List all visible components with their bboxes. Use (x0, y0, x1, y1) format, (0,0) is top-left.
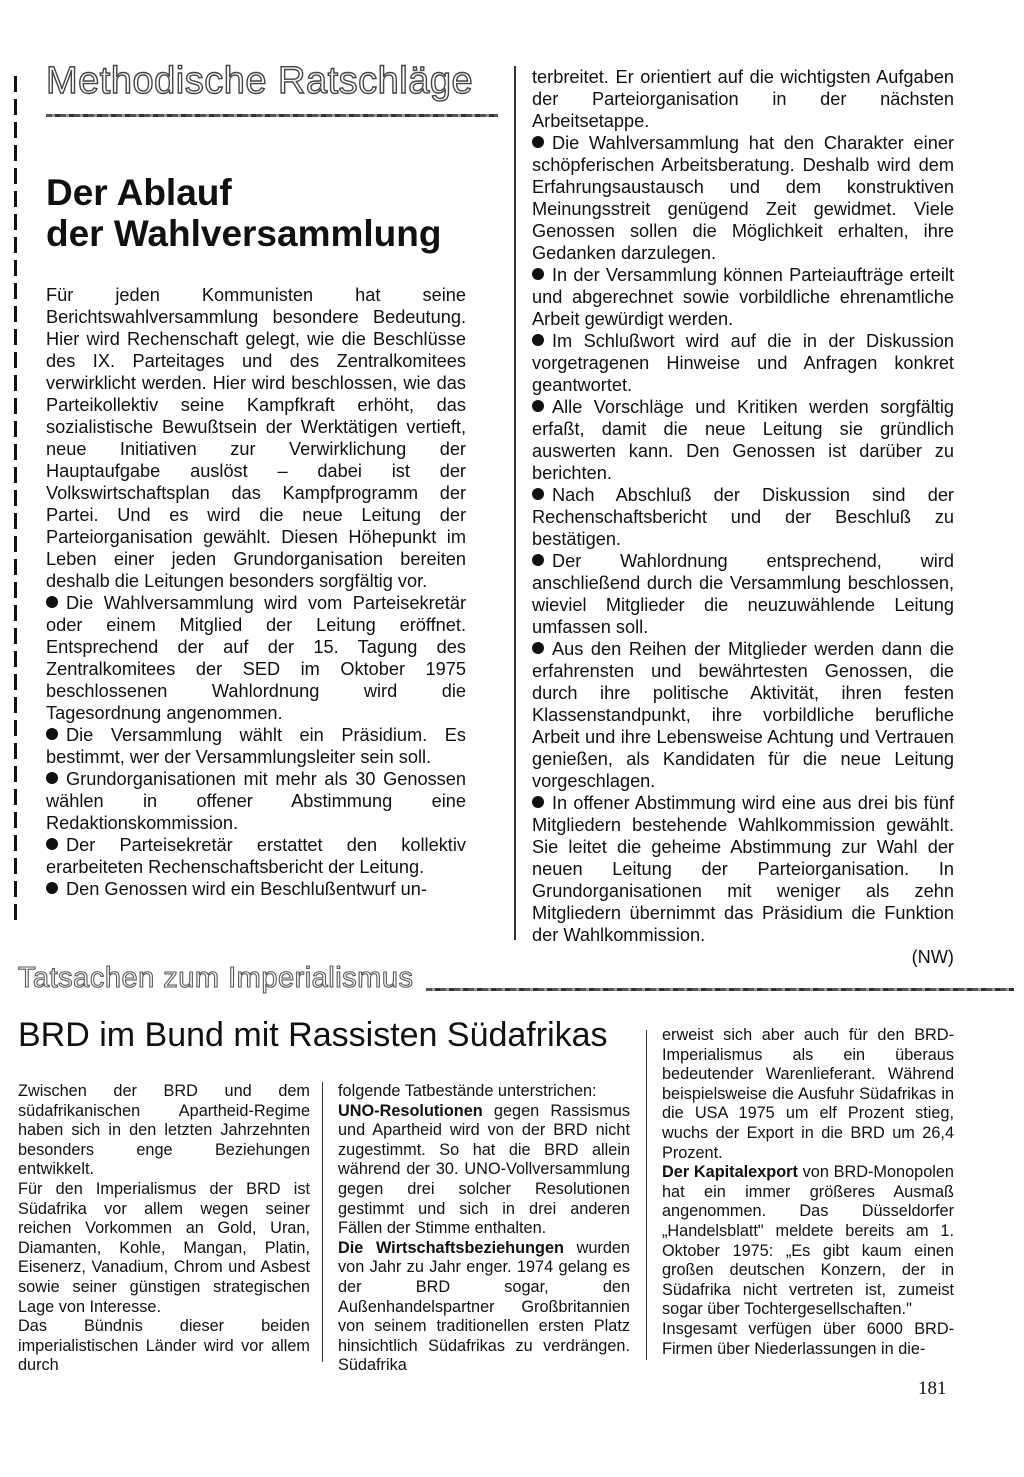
list-item: Grundorganisationen mit mehr als 30 Genossen wählen in offener Abstimmung eine Redaktionskommission. (46, 769, 466, 833)
bullet-icon (46, 728, 58, 740)
kicker-rule (46, 114, 498, 117)
list-item: Den Genossen wird ein Beschlußentwurf un- (46, 878, 466, 900)
bullet-icon (532, 136, 544, 148)
right-column (532, 66, 954, 968)
column-divider-3 (646, 1030, 647, 1360)
paragraph: Insgesamt verfügen über 6000 BRD-Firmen über Niederlassungen in die- (662, 1319, 954, 1358)
continued-paragraph: terbreitet. Er orientiert auf die wichtigsten Aufgaben der Parteiorganisation in der nächsten Arbeitsetappe. (532, 67, 954, 131)
paragraph: UNO-Resolutionen gegen Rassismus und Apartheid wird von der BRD nicht zugestimmt. So hat die BRD allein während der 30. UNO-Vollversammlung gegen drei solcher Resolutionen gestimmt und sich in drei anderen Fällen der Stimme enthalten. (338, 1101, 630, 1238)
section-kicker: Methodische Ratschläge (46, 60, 474, 102)
page-number: 181 (918, 1378, 947, 1399)
list-item: Die Wahlversammlung wird vom Parteisekretär oder einem Mitglied der Leitung eröffnet. Entsprechend der auf der 15. Tagung des Zentralkomitees der SED im Oktober 1975 beschlossenen Wahlordnung wird die Tagesordnung angenommen. (46, 593, 466, 723)
headline-line-1: Der Ablauf (46, 172, 232, 213)
intro-paragraph: Für jeden Kommunisten hat seine Berichtswahlversammlung besondere Bedeutung. Hier wird Rechenschaft gelegt, wie die Beschlüsse des IX. Parteitages und des Zentralkomitees verwirklicht werden. Hier wird beschlossen, wie das Parteikollektiv seine Kampfkraft erhöht, das sozialistische Bewußtsein der Werktätigen vertieft, neue Initiativen zur Verwirklichung der Hauptaufgabe auslöst – dabei ist der Volkswirtschaftsplan das Kampfprogramm der Partei. Und es wird die neue Leitung der Parteiorganisation gewählt. Diesen Höhepunkt im Leben einer jeden Grundorganisation bereiten deshalb die Leitungen besonders sorgfältig vor. (46, 285, 466, 591)
list-item: Alle Vorschläge und Kritiken werden sorgfältig erfaßt, damit die neue Leitung sie gründlich auswerten kann. Den Genossen ist darüber zu berichten. (532, 397, 954, 483)
list-item: Aus den Reihen der Mitglieder werden dann die erfahrensten und bewährtesten Genossen, die durch ihre politische Aktivität, ihren festen Klassenstandpunkt, ihre vorbildliche berufliche Arbeit und ihre Lebensweise Achtung und Vertrauen genießen, als Kandidaten für die neue Leitung vorgeschlagen. (532, 639, 954, 791)
list-item: Im Schlußwort wird auf die in der Diskussion vorgetragenen Hinweise und Anfragen konkret geantwortet. (532, 331, 954, 395)
headline-line-2: der Wahlversammlung (46, 213, 442, 255)
margin-marks (14, 76, 17, 920)
column-divider-2 (322, 1082, 323, 1362)
bullet-icon (532, 554, 544, 566)
kicker-rule-2 (426, 988, 1014, 991)
bottom-column-2 (338, 1082, 630, 1376)
author-signature: (NW) (911, 947, 954, 967)
paragraph: Der Kapitalexport von BRD-Monopolen hat ein immer größeres Ausmaß angenommen. Das Düsseldorfer „Handelsblatt" meldete bereits am 1. Oktober 1975: „Es gibt kaum einen großen deutschen Konzern, der in Südafrika nicht vertreten ist, zumeist sogar über Tochtergesellschaften." (662, 1163, 954, 1319)
paragraph: Das Bündnis dieser beiden imperialistischen Länder wird vor allem durch (18, 1317, 310, 1375)
bottom-column-1 (18, 1082, 310, 1376)
paragraph: folgende Tatbestände unterstrichen: (338, 1082, 597, 1100)
article-headline (46, 172, 506, 255)
paragraph: erweist sich aber auch für den BRD-Imperialismus als ein überaus bedeutender Warenlieferant. Während beispielsweise die Ausfuhr Südafrikas in die USA 1975 um elf Prozent stieg, wuchs der Export in die BRD um 26,4 Prozent. (662, 1026, 954, 1162)
bottom-column-3 (662, 1026, 954, 1359)
paragraph: Für den Imperialismus der BRD ist Südafrika vor allem wegen seiner reichen Vorkommen an Gold, Uran, Diamanten, Kohle, Mangan, Platin, Eisenerz, Vanadium, Chrom und Asbest sowie seiner günstigen strategischen Lage von Interesse. (18, 1179, 310, 1316)
bullet-icon (532, 400, 544, 412)
paragraph: Die Wirtschaftsbeziehungen wurden von Jahr zu Jahr enger. 1974 gelang es der BRD sogar, den Außenhandelspartner Großbritannien von seinem traditionellen ersten Platz hinsichtlich Südafrikas zu verdrängen. Südafrika (338, 1238, 630, 1375)
bullet-icon (46, 838, 58, 850)
list-item: In der Versammlung können Parteiaufträge erteilt und abgerechnet sowie vorbildliche ehrenamtliche Arbeit gewürdigt werden. (532, 265, 954, 329)
section-kicker-2: Tatsachen zum Imperialismus (18, 962, 414, 994)
bullet-icon (532, 796, 544, 808)
article-headline-2: BRD im Bund mit Rassisten Südafrikas (18, 1016, 608, 1054)
bullet-icon (532, 488, 544, 500)
bullet-icon (46, 596, 58, 608)
column-divider (514, 66, 516, 940)
paragraph: Zwischen der BRD und dem südafrikanischen Apartheid-Regime haben sich in den letzten Jahrzehnten besonders enge Beziehungen entwikkelt. (18, 1082, 310, 1179)
list-item: Der Wahlordnung entsprechend, wird anschließend durch die Versammlung beschlossen, wieviel Mitglieder die neuzuwählende Leitung umfassen soll. (532, 551, 954, 637)
bullet-icon (532, 642, 544, 654)
list-item: Die Wahlversammlung hat den Charakter einer schöpferischen Arbeitsberatung. Deshalb wird dem Erfahrungsaustausch und dem konstruktiven Meinungsstreit genügend Zeit gewidmet. Viele Genossen sollen die Möglichkeit erhalten, ihre Gedanken darzulegen. (532, 133, 954, 263)
left-column (46, 284, 466, 900)
bullet-icon (532, 268, 544, 280)
list-item: In offener Abstimmung wird eine aus drei bis fünf Mitgliedern bestehende Wahlkommission gewählt. Sie leitet die geheime Abstimmung zur Wahl der neuen Leitung der Parteiorganisation. In Grundorganisationen mit weniger als zehn Mitgliedern übernimmt das Präsidium die Funktion der Wahlkommission. (532, 793, 954, 945)
list-item: Die Versammlung wählt ein Präsidium. Es bestimmt, wer der Versammlungsleiter sein soll. (46, 725, 466, 767)
list-item: Der Parteisekretär erstattet den kollektiv erarbeiteten Rechenschaftsbericht der Leitung. (46, 835, 466, 877)
list-item: Nach Abschluß der Diskussion sind der Rechenschaftsbericht und der Beschluß zu bestätigen. (532, 485, 954, 549)
bullet-icon (46, 882, 58, 894)
bullet-icon (46, 772, 58, 784)
bullet-icon (532, 334, 544, 346)
